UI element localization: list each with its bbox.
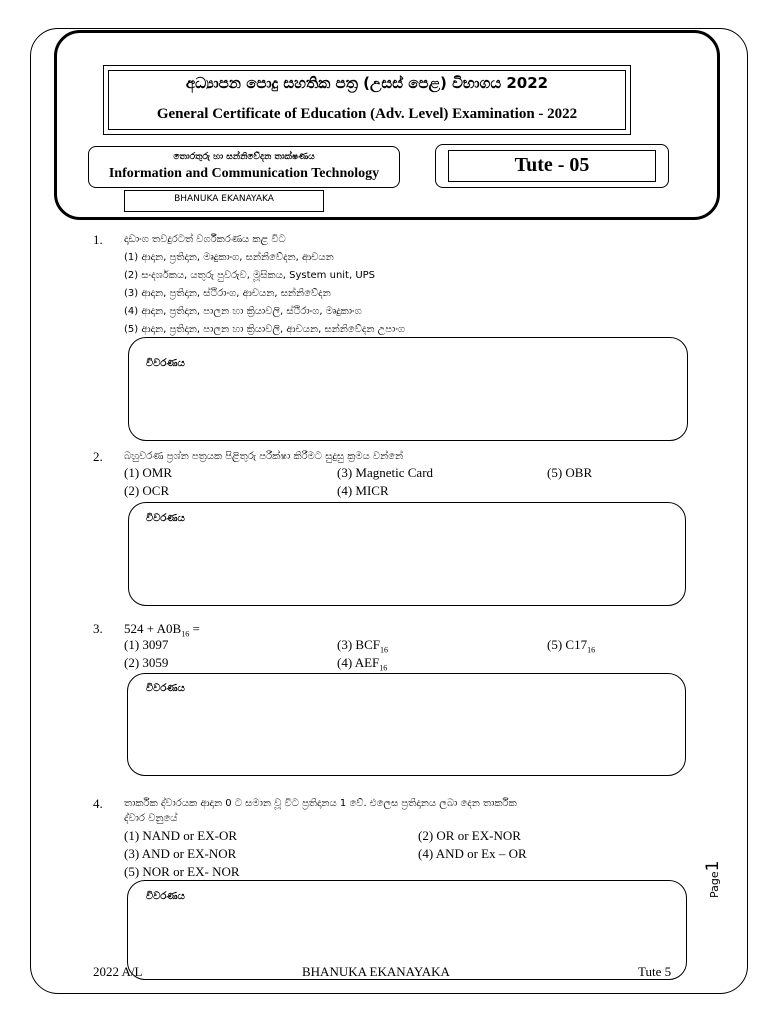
option: (5) NOR or EX- NOR bbox=[124, 864, 240, 879]
question-number: 4. bbox=[93, 796, 103, 811]
answer-label: විවරණය bbox=[146, 683, 185, 694]
option: (3) ආදාන, ප්‍රතිදාන, ස්ථිරාංග, ආචයන, සන්නිවේදන bbox=[124, 288, 331, 299]
option: (5) ආදාන, ප්‍රතිදාන, පාලන හා ක්‍රියාවලි, ආචයන, සන්නිවේදන උපාංග bbox=[124, 324, 406, 335]
answer-label: විවරණය bbox=[146, 358, 185, 369]
subject-english: Information and Communication Technology bbox=[108, 166, 380, 181]
question-number: 3. bbox=[93, 621, 103, 636]
option: (5) OBR bbox=[547, 465, 593, 480]
option: (2) සංදර්ශකය, යතුරු පුවරුව, මූසිකය, System unit, UPS bbox=[124, 270, 376, 281]
option: (3) Magnetic Card bbox=[337, 465, 434, 480]
footer-left: 2022 A/L bbox=[93, 964, 143, 979]
answer-box[interactable] bbox=[127, 673, 686, 776]
footer-right: Tute 5 bbox=[638, 964, 672, 979]
question-text: දෘඩාංග තවදුරටත් වර්ගීකරණය කළ විට bbox=[124, 234, 286, 245]
option: (3) $BCF_{16}$ bbox=[337, 637, 388, 655]
exam-title-english: General Certificate of Education (Adv. Level) Examination - 2022 bbox=[156, 106, 578, 122]
option: (1) 3097 bbox=[124, 637, 169, 652]
subject-sinhala: තොරතුරු හා සන්නිවේදන තාක්ෂණය bbox=[173, 152, 315, 162]
option: (1) NAND or EX-OR bbox=[124, 828, 238, 843]
answer-label: විවරණය bbox=[146, 891, 185, 902]
exam-title-sinhala: අධ්‍යාපන පොදු සහතික පත්‍ර (උසස් පෙළ) විභාගය 2022 bbox=[185, 74, 549, 92]
tute-number: Tute - 05 bbox=[514, 154, 590, 176]
question-text: ද්වාර වනුයේ bbox=[124, 813, 178, 824]
option: (1) ආදාන, ප්‍රතිදාන, මෘදුකාංග, සන්නිවේදන, ආචයන bbox=[124, 252, 334, 263]
question-text: $524 + A0B_{16}$ = bbox=[124, 621, 200, 639]
footer-center: BHANUKA EKANAYAKA bbox=[302, 964, 450, 979]
page-word: Page bbox=[708, 871, 721, 898]
page-marker bbox=[703, 838, 723, 898]
author-name: BHANUKA EKANAYAKA bbox=[174, 194, 274, 204]
option: (5) $C17_{16}$ bbox=[547, 637, 596, 655]
answer-box[interactable] bbox=[128, 502, 686, 606]
option: (3) AND or EX-NOR bbox=[124, 846, 237, 861]
question-number: 1. bbox=[93, 232, 103, 247]
option: (4) MICR bbox=[337, 483, 389, 498]
option: (1) OMR bbox=[124, 465, 173, 480]
question-text: තාර්කික ද්වාරයක ආදාන 0 ට සමාන වූ විට ප්‍රතිදානය 1 වේ. එලෙස ප්‍රතිදානය ලබා දෙන තාර්කික bbox=[124, 798, 517, 809]
option: (2) OR or EX-NOR bbox=[418, 828, 521, 843]
option: (4) ආදාන, ප්‍රතිදාන, පාලන හා ක්‍රියාවලි, ස්ථිරාංග, මෘදුකාංග bbox=[124, 306, 362, 317]
answer-label: විවරණය bbox=[146, 513, 185, 524]
answer-box[interactable] bbox=[128, 337, 688, 441]
option: (4) $AEF_{16}$ bbox=[337, 655, 388, 673]
page-number: 1 bbox=[703, 860, 723, 872]
option: (2) 3059 bbox=[124, 655, 169, 670]
question-text: බහුවරණ ප්‍රශ්න පත්‍රයක පිළිතුරු පරීක්ෂා කිරීමට සුදුසු ක්‍රමය වන්නේ bbox=[124, 451, 404, 462]
option: (4) AND or Ex – OR bbox=[418, 846, 527, 861]
option: (2) OCR bbox=[124, 483, 170, 498]
question-number: 2. bbox=[93, 449, 103, 464]
